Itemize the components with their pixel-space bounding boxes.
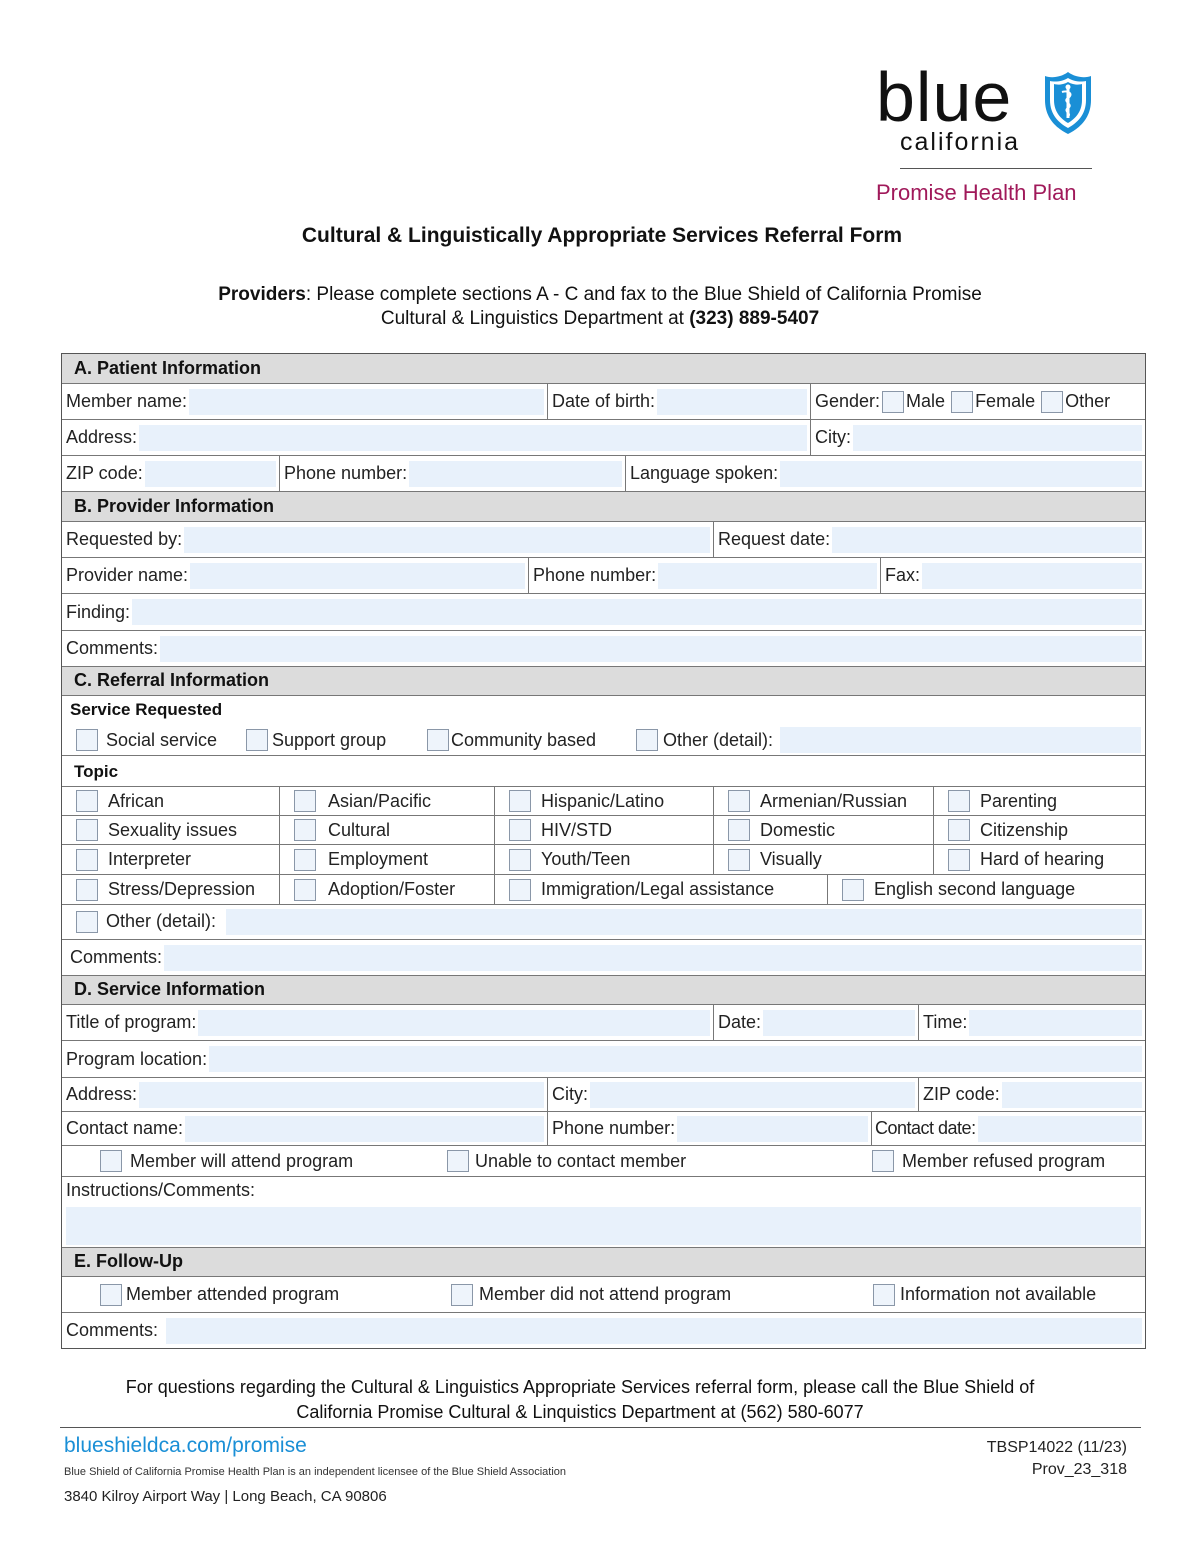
patient-row-3 xyxy=(62,456,1145,492)
topic-african-checkbox[interactable] xyxy=(76,790,98,812)
referral-comments-label: Comments: xyxy=(70,947,163,967)
topic-other-field[interactable] xyxy=(226,909,1142,935)
footer-url-link[interactable]: blueshieldca.com/promise xyxy=(64,1434,307,1457)
service-city-label: City: xyxy=(552,1084,588,1104)
opt-unable-contact-checkbox[interactable] xyxy=(447,1150,469,1172)
topic-citizenship-label: Citizenship xyxy=(980,819,1069,840)
gender-other-checkbox[interactable] xyxy=(1041,391,1063,413)
gender-male-label: Male xyxy=(906,391,946,411)
topic-armenian xyxy=(714,787,934,816)
opt-will-attend-label: Member will attend program xyxy=(130,1150,354,1171)
section-e-header xyxy=(62,1248,1145,1277)
topic-employment-checkbox[interactable] xyxy=(294,849,316,871)
followup-comments-field[interactable] xyxy=(166,1318,1142,1344)
contact-date-field[interactable] xyxy=(978,1116,1142,1142)
topic-citizenship xyxy=(934,816,1145,845)
section-e-title: E. Follow-Up xyxy=(74,1251,183,1271)
provider-row-3 xyxy=(62,594,1145,631)
service-date-label: Date: xyxy=(718,1012,762,1032)
language-field[interactable] xyxy=(780,461,1142,487)
topic-hiv-checkbox[interactable] xyxy=(509,819,531,841)
phone-field[interactable] xyxy=(409,461,622,487)
program-location-label: Program location: xyxy=(66,1048,208,1069)
contact-name-cell xyxy=(62,1112,548,1145)
topic-asian-label: Asian/Pacific xyxy=(328,790,432,811)
request-date-label: Request date: xyxy=(718,529,831,549)
footer-divider xyxy=(60,1427,1141,1428)
contact-phone-cell xyxy=(548,1112,872,1145)
opt-attended-label: Member attended program xyxy=(126,1284,340,1304)
provider-phone-field[interactable] xyxy=(658,563,877,589)
zip-label: ZIP code: xyxy=(66,463,143,483)
service-row-1 xyxy=(62,1005,1145,1041)
service-community xyxy=(427,726,596,754)
requested-by-label: Requested by: xyxy=(66,529,183,549)
service-row-2 xyxy=(62,1041,1145,1078)
section-c-header xyxy=(62,667,1145,696)
service-time-field[interactable] xyxy=(969,1010,1142,1036)
opt-not-attended-checkbox[interactable] xyxy=(451,1284,473,1306)
city-cell xyxy=(811,420,1145,455)
service-support-label: Support group xyxy=(272,729,387,750)
opt-attended xyxy=(100,1277,339,1312)
section-a-title: A. Patient Information xyxy=(74,358,262,378)
topic-cultural-checkbox[interactable] xyxy=(294,819,316,841)
finding-label: Finding: xyxy=(66,601,131,622)
service-social-label: Social service xyxy=(106,729,218,750)
topic-other-cell xyxy=(62,904,1145,939)
member-name-field[interactable] xyxy=(189,389,544,415)
topic-immigration-checkbox[interactable] xyxy=(509,879,531,901)
finding-cell xyxy=(62,594,1145,630)
referral-comments-row xyxy=(62,940,1145,976)
opt-will-attend xyxy=(100,1146,353,1176)
address-cell xyxy=(62,420,811,455)
provider-name-field[interactable] xyxy=(190,563,525,589)
topic-youth-checkbox[interactable] xyxy=(509,849,531,871)
topic-hearing-checkbox[interactable] xyxy=(948,849,970,871)
contact-phone-field[interactable] xyxy=(677,1116,868,1142)
service-date-field[interactable] xyxy=(763,1010,915,1036)
topic-hispanic-checkbox[interactable] xyxy=(509,790,531,812)
zip-field[interactable] xyxy=(145,461,276,487)
footer-form-code-2: Prov_23_318 xyxy=(1031,1461,1127,1478)
service-row-3 xyxy=(62,1078,1145,1112)
topic-hearing-label: Hard of hearing xyxy=(980,849,1105,869)
topic-hearing xyxy=(934,845,1145,875)
followup-options-row xyxy=(62,1277,1145,1313)
topic-hiv-label: HIV/STD xyxy=(541,819,613,840)
section-a-header xyxy=(62,354,1145,384)
section-d-title: D. Service Information xyxy=(74,979,266,999)
topic-esl-checkbox[interactable] xyxy=(842,879,864,901)
instructions-text-1: : Please complete sections A - C and fax to the Blue Shield of California Promise xyxy=(305,284,982,305)
topic-immigration-label: Immigration/Legal assistance xyxy=(541,879,775,899)
topic-employment-label: Employment xyxy=(328,849,429,869)
program-title-label: Title of program: xyxy=(66,1012,197,1032)
service-date-cell xyxy=(714,1005,919,1040)
service-zip-field[interactable] xyxy=(1002,1082,1142,1108)
address-label: Address: xyxy=(66,427,138,447)
footer-address: 3840 Kilroy Airport Way | Long Beach, CA 90806 xyxy=(64,1488,387,1505)
topic-stress-label: Stress/Depression xyxy=(108,879,256,899)
opt-not-attended xyxy=(451,1277,731,1312)
service-other-checkbox[interactable] xyxy=(636,729,658,751)
section-d-header xyxy=(62,976,1145,1005)
opt-not-attended-label: Member did not attend program xyxy=(479,1284,732,1304)
opt-info-na-label: Information not available xyxy=(900,1284,1097,1304)
footer-form-code-1: TBSP14022 (11/23) xyxy=(986,1439,1127,1456)
dob-label: Date of birth: xyxy=(552,391,656,411)
opt-refused-checkbox[interactable] xyxy=(872,1150,894,1172)
service-other-label: Other (detail): xyxy=(663,729,774,750)
topic-youth xyxy=(495,845,714,875)
provider-name-label: Provider name: xyxy=(66,565,189,585)
service-city-cell xyxy=(548,1078,919,1111)
shield-caduceus-icon xyxy=(1042,70,1094,136)
service-other xyxy=(636,726,1144,754)
instructions-lead: Providers xyxy=(218,284,306,305)
service-other-field[interactable] xyxy=(780,727,1141,753)
section-c-title: C. Referral Information xyxy=(74,670,270,690)
topic-citizenship-checkbox[interactable] xyxy=(948,819,970,841)
section-b-header xyxy=(62,492,1145,522)
service-address-label: Address: xyxy=(66,1084,138,1104)
gender-female-label: Female xyxy=(975,391,1036,411)
dob-cell xyxy=(548,384,811,419)
topic-sexuality xyxy=(62,816,280,845)
opt-unable-contact xyxy=(447,1146,686,1176)
topic-visually-checkbox[interactable] xyxy=(728,849,750,871)
referral-comments-cell xyxy=(62,940,1145,975)
footer-note-line-2: California Promise Cultural & Linquistics Department at (562) 580-6077 xyxy=(296,1402,864,1422)
service-address-field[interactable] xyxy=(139,1082,544,1108)
dob-field[interactable] xyxy=(657,389,807,415)
topic-stress-checkbox[interactable] xyxy=(76,879,98,901)
provider-row-4 xyxy=(62,631,1145,667)
followup-comments-cell xyxy=(62,1313,1145,1348)
address-field[interactable] xyxy=(139,425,807,451)
service-instructions-field[interactable] xyxy=(66,1207,1141,1245)
topic-interpreter-label: Interpreter xyxy=(108,849,192,869)
topic-parenting-label: Parenting xyxy=(980,790,1058,811)
topic-african xyxy=(62,787,280,816)
service-support-checkbox[interactable] xyxy=(246,729,268,751)
request-date-field[interactable] xyxy=(832,527,1142,553)
contact-date-cell xyxy=(872,1112,1145,1145)
footer-license: Blue Shield of California Promise Health Plan is an independent licensee of the Blue Shield Association xyxy=(64,1466,567,1478)
service-address-cell xyxy=(62,1078,548,1111)
provider-phone-cell xyxy=(529,558,881,593)
city-label: City: xyxy=(815,427,851,447)
topic-employment xyxy=(280,845,495,875)
provider-row-1 xyxy=(62,522,1145,558)
opt-refused xyxy=(872,1146,1105,1176)
instructions-fax: (323) 889-5407 xyxy=(689,308,820,329)
topic-visually-label: Visually xyxy=(760,849,822,869)
opt-attended-checkbox[interactable] xyxy=(100,1284,122,1306)
topic-stress xyxy=(62,875,280,905)
topic-interpreter xyxy=(62,845,280,875)
member-name-cell xyxy=(62,384,548,419)
page-title: Cultural & Linguistically Appropriate Services Referral Form xyxy=(301,224,903,247)
opt-info-na xyxy=(873,1277,1096,1312)
patient-row-2 xyxy=(62,420,1145,456)
contact-date-label: Contact date: xyxy=(875,1118,976,1138)
service-time-label: Time: xyxy=(923,1012,968,1032)
service-instructions-label: Instructions/Comments: xyxy=(66,1180,256,1200)
topic-grid xyxy=(62,786,1145,905)
topic-armenian-checkbox[interactable] xyxy=(728,790,750,812)
requested-by-field[interactable] xyxy=(184,527,710,553)
contact-name-label: Contact name: xyxy=(66,1118,184,1138)
phone-cell xyxy=(280,456,626,491)
service-row-4 xyxy=(62,1112,1145,1146)
language-label: Language spoken: xyxy=(630,463,779,483)
member-name-label: Member name: xyxy=(66,391,188,411)
section-b-title: B. Provider Information xyxy=(74,496,275,516)
topic-asian xyxy=(280,787,495,816)
service-zip-cell xyxy=(919,1078,1145,1111)
fax-label: Fax: xyxy=(885,565,921,585)
finding-field[interactable] xyxy=(132,599,1142,625)
request-date-cell xyxy=(714,522,1145,557)
topic-other-checkbox[interactable] xyxy=(76,911,98,933)
topic-youth-label: Youth/Teen xyxy=(541,849,631,869)
service-requested-heading: Service Requested xyxy=(70,700,223,719)
footer-note xyxy=(60,1375,1100,1425)
instructions xyxy=(140,283,1060,331)
topic-domestic-checkbox[interactable] xyxy=(728,819,750,841)
opt-info-na-checkbox[interactable] xyxy=(873,1284,895,1306)
opt-unable-contact-label: Unable to contact member xyxy=(475,1150,687,1171)
service-options-row xyxy=(62,1146,1145,1176)
logo-plan-name: Promise Health Plan xyxy=(876,180,1077,205)
gender-male-checkbox[interactable] xyxy=(882,391,904,413)
topic-other-row xyxy=(62,904,1145,940)
topic-domestic xyxy=(714,816,934,845)
followup-comments-label: Comments: xyxy=(66,1320,159,1340)
opt-will-attend-checkbox[interactable] xyxy=(100,1150,122,1172)
provider-row-2 xyxy=(62,558,1145,594)
topic-armenian-label: Armenian/Russian xyxy=(760,790,908,811)
topic-immigration xyxy=(495,875,828,905)
zip-cell xyxy=(62,456,280,491)
service-city-field[interactable] xyxy=(590,1082,915,1108)
topic-asian-checkbox[interactable] xyxy=(294,790,316,812)
topic-cultural xyxy=(280,816,495,845)
service-social-checkbox[interactable] xyxy=(76,729,98,751)
topic-interpreter-checkbox[interactable] xyxy=(76,849,98,871)
topic-sexuality-checkbox[interactable] xyxy=(76,819,98,841)
service-community-checkbox[interactable] xyxy=(427,729,449,751)
contact-phone-label: Phone number: xyxy=(552,1118,676,1138)
phone-label: Phone number: xyxy=(284,463,408,483)
program-location-cell xyxy=(62,1041,1145,1077)
fax-cell xyxy=(881,558,1145,593)
opt-refused-label: Member refused program xyxy=(902,1150,1106,1171)
topic-hispanic-label: Hispanic/Latino xyxy=(541,790,665,811)
blue-shield-logo xyxy=(872,58,1098,211)
topic-adoption-checkbox[interactable] xyxy=(294,879,316,901)
language-cell xyxy=(626,456,1145,491)
topic-cultural-label: Cultural xyxy=(328,819,391,840)
service-social xyxy=(76,726,217,754)
topic-hispanic xyxy=(495,787,714,816)
topic-sexuality-label: Sexuality issues xyxy=(108,819,238,840)
contact-name-field[interactable] xyxy=(185,1116,544,1142)
referral-form xyxy=(61,353,1146,1349)
service-instructions-row xyxy=(62,1176,1145,1248)
gender-other-label: Other xyxy=(1065,391,1111,411)
followup-comments-row xyxy=(62,1313,1145,1348)
logo-word: blue xyxy=(876,58,1013,136)
footer-form-code xyxy=(987,1437,1127,1481)
referral-comments-field[interactable] xyxy=(164,945,1142,971)
topic-domestic-label: Domestic xyxy=(760,819,836,840)
topic-adoption-label: Adoption/Foster xyxy=(328,879,456,899)
topic-african-label: African xyxy=(108,790,165,811)
topic-adoption xyxy=(280,875,495,905)
service-requested-block xyxy=(62,696,1145,756)
gender-cell xyxy=(811,384,1145,419)
topic-visually xyxy=(714,845,934,875)
service-support xyxy=(246,726,386,754)
gender-label: Gender: xyxy=(815,391,881,411)
program-title-field[interactable] xyxy=(198,1010,710,1036)
provider-comments-label: Comments: xyxy=(66,638,159,658)
footer-note-line-1: For questions regarding the Cultural & Linguistics Appropriate Services referral form, please call the Blue Shield of xyxy=(125,1377,1035,1397)
provider-comments-cell xyxy=(62,631,1145,666)
service-time-cell xyxy=(919,1005,1145,1040)
topic-parenting-checkbox[interactable] xyxy=(948,790,970,812)
patient-row-1 xyxy=(62,384,1145,420)
requested-by-cell xyxy=(62,522,714,557)
topic-esl xyxy=(828,875,1145,905)
fax-field[interactable] xyxy=(922,563,1142,589)
topic-heading: Topic xyxy=(74,762,119,781)
logo-divider xyxy=(900,168,1092,169)
topic-parenting xyxy=(934,787,1145,816)
program-location-field[interactable] xyxy=(209,1046,1142,1072)
service-zip-label: ZIP code: xyxy=(923,1084,1000,1104)
logo-subword: california xyxy=(900,128,1021,156)
provider-phone-label: Phone number: xyxy=(533,565,657,585)
service-community-label: Community based xyxy=(451,729,597,750)
provider-name-cell xyxy=(62,558,529,593)
topic-esl-label: English second language xyxy=(874,879,1076,899)
topic-other-label: Other (detail): xyxy=(106,911,217,931)
topic-hiv xyxy=(495,816,714,845)
city-field[interactable] xyxy=(853,425,1142,451)
provider-comments-field[interactable] xyxy=(160,636,1142,662)
gender-female-checkbox[interactable] xyxy=(951,391,973,413)
topic-heading-row xyxy=(62,756,1145,786)
instructions-text-2: Cultural & Linguistics Department at xyxy=(380,308,690,329)
program-title-cell xyxy=(62,1005,714,1040)
